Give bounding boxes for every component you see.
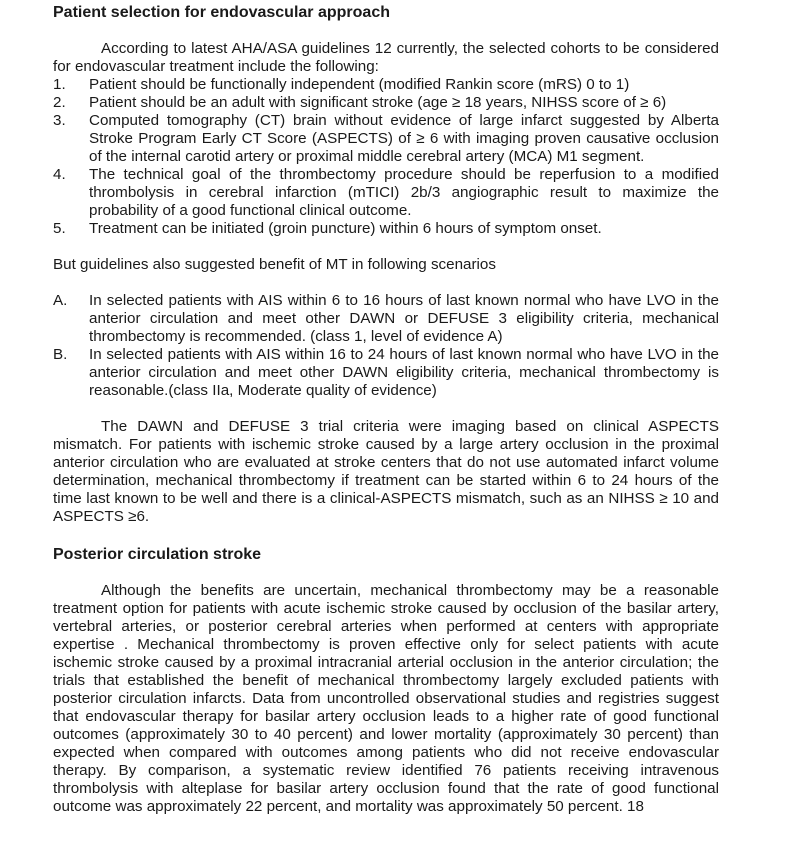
list-item-text: Computed tomography (CT) brain without evidence of large infarct suggested by Alberta Stroke Program Early CT Score (ASPECTS) of ≥ 6 with imaging proven causative occlusion of the internal carotid artery or proximal middle cerebral artery (MCA) M1 segment.: [89, 112, 719, 165]
list-item: [53, 166, 719, 220]
list-item: [53, 292, 719, 346]
list-marker: 3.: [53, 112, 66, 129]
list-marker: 5.: [53, 220, 66, 237]
spacer: [53, 564, 719, 582]
scenarios-intro-paragraph: But guidelines also suggested benefit of MT in following scenarios: [53, 256, 496, 273]
spacer: [53, 400, 719, 418]
posterior-circulation-paragraph: Although the benefits are uncertain, mechanical thrombectomy may be a reasonable treatment option for patients with acute ischemic stroke caused by occlusion of the basilar artery, vertebral arteries, or posterior cerebral arteries when performed at centers with appropriate expertise . Mechanical thrombectomy is proven effective only for select patients with acute ischemic stroke caused by a proximal intracranial arterial occlusion in the anterior circulation; the trials that established the benefit of mechanical thrombectomy largely excluded patients with posterior circulation infarcts. Data from uncontrolled observational studies and registries suggest that endovascular therapy for basilar artery occlusion leads to a higher rate of good functional outcomes (approximately 30 to 40 percent) and lower mortality (approximately 30 percent) than expected when compared with outcomes among patients who did not receive endovascular therapy. By comparison, a systematic review identified 76 patients receiving intravenous thrombolysis with alteplase for basilar artery occlusion found that the rate of good functional outcome was approximately 22 percent, and mortality was approximately 50 percent. 18: [53, 582, 719, 815]
list-item: [53, 76, 719, 94]
section-heading-posterior-circulation: Posterior circulation stroke: [53, 546, 262, 563]
list-item: [53, 220, 719, 238]
scenarios-list: [53, 292, 719, 400]
spacer: [53, 526, 719, 546]
list-item: [53, 112, 719, 166]
list-item: [53, 346, 719, 400]
spacer: [53, 238, 719, 256]
list-item-text: Patient should be functionally independent (modified Rankin score (mRS) 0 to 1): [89, 76, 630, 93]
list-marker: B.: [53, 346, 68, 363]
intro-paragraph: According to latest AHA/ASA guidelines 12 currently, the selected cohorts to be considered for endovascular treatment include the following:: [53, 40, 719, 75]
list-item-text: Treatment can be initiated (groin puncture) within 6 hours of symptom onset.: [89, 220, 602, 237]
list-marker: 1.: [53, 76, 66, 93]
list-marker: A.: [53, 292, 68, 309]
list-item-text: The technical goal of the thrombectomy procedure should be reperfusion to a modified thrombolysis in cerebral infarction (mTICI) 2b/3 angiographic result to maximize the probability of a good functional clinical outcome.: [89, 166, 719, 219]
spacer: [53, 22, 719, 40]
list-item-text: In selected patients with AIS within 6 to 16 hours of last known normal who have LVO in the anterior circulation and meet other DAWN or DEFUSE 3 eligibility criteria, mechanical thrombectomy is recommended. (class 1, level of evidence A): [89, 292, 719, 345]
criteria-list: [53, 76, 719, 238]
list-item-text: In selected patients with AIS within 16 to 24 hours of last known normal who have LVO in the anterior circulation and meet other DAWN eligibility criteria, mechanical thrombectomy is reasonable.(class IIa, Moderate quality of evidence): [89, 346, 719, 399]
list-marker: 4.: [53, 166, 66, 183]
list-item: [53, 94, 719, 112]
dawn-defuse-paragraph: The DAWN and DEFUSE 3 trial criteria were imaging based on clinical ASPECTS mismatch. For patients with ischemic stroke caused by a large artery occlusion in the proximal anterior circulation who are evaluated at stroke centers that do not use automated infarct volume determination, mechanical thrombectomy if treatment can be started within 6 to 24 hours of the time last known to be well and there is a clinical-ASPECTS mismatch, such as an NIHSS ≥ 10 and ASPECTS ≥6.: [53, 418, 719, 525]
section-heading-patient-selection: Patient selection for endovascular approach: [53, 4, 390, 21]
list-item-text: Patient should be an adult with significant stroke (age ≥ 18 years, NIHSS score of ≥ 6): [89, 94, 667, 111]
list-marker: 2.: [53, 94, 66, 111]
spacer: [53, 274, 719, 292]
document-page: [53, 4, 719, 816]
